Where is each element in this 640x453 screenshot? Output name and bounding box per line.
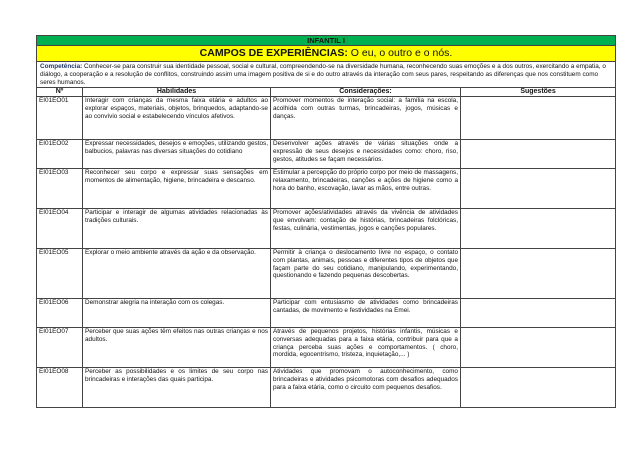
row-consideration: Permitir à criança o deslocamento livre no espaço, o contato com plantas, animais, pessoas e diferentes tipos de objetos que façam parte do seu cotidiano, manipulando, experimentando, questionando e fazendo pequenas descobertas. xyxy=(271,249,461,299)
row-suggestion[interactable] xyxy=(461,328,616,368)
table-row xyxy=(37,140,616,169)
level-title: INFANTIL I xyxy=(37,36,616,46)
table-row xyxy=(37,169,616,209)
row-code: EI01EO08 xyxy=(37,368,83,408)
row-skill: Expressar necessidades, desejos e emoções, utilizando gestos, balbucios, palavras nas diversas situações do cotidiano xyxy=(83,140,271,169)
row-code: EI01EO07 xyxy=(37,328,83,368)
row-skill: Participar e interagir de algumas atividades relacionadas às tradições culturais. xyxy=(83,209,271,249)
row-suggestion[interactable] xyxy=(461,299,616,328)
table-row xyxy=(37,299,616,328)
row-skill: Explorar o meio ambiente através da ação e da observação. xyxy=(83,249,271,299)
row-consideration: Desenvolver ações através de várias situações onde a expressão de seus desejos e necessidades como: choro, riso, gestos, atitudes se façam necessários. xyxy=(271,140,461,169)
experience-field-label: CAMPOS DE EXPERIÊNCIAS: xyxy=(199,47,348,59)
column-header-row xyxy=(37,88,616,97)
row-consideration: Estimular a percepção do próprio corpo por meio de massagens, relaxamento, brincadeiras, canções e ações de higiene como a hora do banho, escovação, lavar as mãos, entre outras. xyxy=(271,169,461,209)
row-suggestion[interactable] xyxy=(461,97,616,140)
row-skill: Demonstrar alegria na interação com os colegas. xyxy=(83,299,271,328)
column-header-suggestions: Sugestões xyxy=(461,88,616,97)
table-row xyxy=(37,97,616,140)
curriculum-table xyxy=(36,35,616,408)
competence-label: Competência: xyxy=(40,63,83,70)
row-suggestion[interactable] xyxy=(461,249,616,299)
row-consideration: Através de pequenos projetos, histórias infantis, músicas e conversas adequadas para a faixa etária, contribuir para que a criança perceba suas ações e comportamentos. ( choro, mordida, egocentrismo, tristeza, inquietação,... ) xyxy=(271,328,461,368)
row-skill: Perceber as possibilidades e os limites de seu corpo nas brincadeiras e interações das quais participa. xyxy=(83,368,271,408)
row-code: EI01EO02 xyxy=(37,140,83,169)
row-skill: Reconhecer seu corpo e expressar suas sensações em momentos de alimentação, higiene, brincadeira e descanso. xyxy=(83,169,271,209)
row-suggestion[interactable] xyxy=(461,209,616,249)
level-title-row xyxy=(37,36,616,46)
row-suggestion[interactable] xyxy=(461,169,616,209)
row-consideration: Participar com entusiasmo de atividades como brincadeiras cantadas, de movimento e festividades na Emei. xyxy=(271,299,461,328)
table-row xyxy=(37,209,616,249)
row-code: EI01EO03 xyxy=(37,169,83,209)
column-header-skills: Habilidades xyxy=(83,88,271,97)
row-consideration: Atividades que promovam o autoconhecimento, como brincadeiras e atividades psicomotoras com desafios adequados para a faixa etária, como o circuito com pequenos desafios. xyxy=(271,368,461,408)
row-consideration: Promover momentos de interação social: a família na escola, acolhida com outras turmas, brincadeiras, jogos, músicas e danças. xyxy=(271,97,461,140)
row-skill: Interagir com crianças da mesma faixa etária e adultos ao explorar espaços, materiais, objetos, brinquedos, adaptando-se ao convívio social e estabelecendo vínculos afetivos. xyxy=(83,97,271,140)
experience-field xyxy=(37,46,616,62)
row-code: EI01EO05 xyxy=(37,249,83,299)
row-code: EI01EO01 xyxy=(37,97,83,140)
curriculum-sheet xyxy=(36,35,615,408)
column-header-number: Nº xyxy=(37,88,83,97)
row-code: EI01EO06 xyxy=(37,299,83,328)
competence-row xyxy=(37,62,616,88)
row-suggestion[interactable] xyxy=(461,368,616,408)
row-consideration: Promover ações/atividades através da vivência de atividades que envolvam: contação de histórias, brincadeiras folclóricas, festas, culinária, vestimentas, jogos e canções populares. xyxy=(271,209,461,249)
column-header-considerations: Considerações: xyxy=(271,88,461,97)
row-suggestion[interactable] xyxy=(461,140,616,169)
experience-field-name: O eu, o outro e o nós. xyxy=(350,47,453,59)
table-row xyxy=(37,368,616,408)
row-code: EI01EO04 xyxy=(37,209,83,249)
competence-text: Conhecer-se para construir sua identidade pessoal, social e cultural, compreendendo-se na diversidade humana, reconhecendo suas emoções e a dos outros, exercitando a empatia, o diálogo, a cooperação e a resolução de conflitos, construindo assim uma imagem positiva de si e do outro através da interação com seus pares, respeitando as diferenças que nos constituem como seres humanos. xyxy=(40,63,606,86)
table-row xyxy=(37,249,616,299)
competence-cell xyxy=(37,62,616,88)
table-row xyxy=(37,328,616,368)
experience-field-row xyxy=(37,46,616,62)
row-skill: Perceber que suas ações têm efeitos nas outras crianças e nos adultos. xyxy=(83,328,271,368)
